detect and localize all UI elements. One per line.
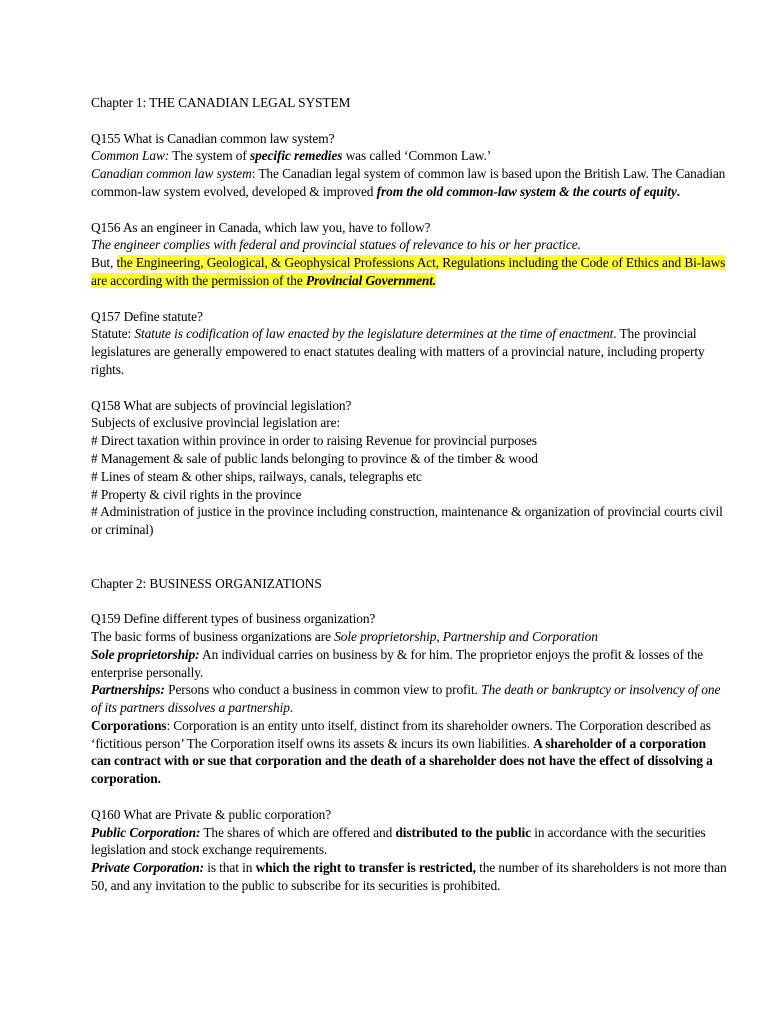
q155-question: Q155 What is Canadian common law system? (91, 130, 335, 146)
q155-text-c: was called ‘Common Law.’ (342, 148, 492, 164)
q155-from-old: from the old common-law system & the courts of equity (376, 183, 677, 199)
q159-corporations (91, 717, 728, 788)
q160-pub-c: in accordance with the securities legislation and stock exchange requirements. (91, 824, 706, 858)
q155-text-2a: : The Canadian legal system of common law is based upon the British Law. The Canadian common-law system evolved, developed & improved (91, 166, 726, 199)
q157-section (91, 308, 728, 379)
q155-specific-remedies: specific remedies (249, 148, 343, 164)
q156-highlight-text: the Engineering, Geological, & Geophysical Professions Act, Regulations including the Code of Ethics and Bi-laws are according with the permission of the (91, 255, 726, 288)
q155-period: . (676, 183, 680, 199)
q156-italic-line: The engineer complies with federal and provincial statues of relevance to his or her practice. (91, 237, 581, 253)
q155-term: Common Law: (91, 148, 170, 164)
q159-section (91, 610, 728, 788)
chapter-2-title: Chapter 2: BUSINESS ORGANIZATIONS (91, 575, 322, 591)
q159-part-end: . (289, 700, 294, 716)
q159-part-italic: The death or bankruptcy or insolvency of one of its partners dissolves a partnership (91, 682, 721, 716)
q156-section (91, 219, 728, 290)
list-item: # Property & civil rights in the province (91, 486, 302, 502)
q159-part-term: Partnerships: (91, 682, 165, 698)
q155-canadian-system (91, 165, 728, 201)
q156-provincial-government: Provincial Government. (305, 272, 437, 288)
q160-private (91, 859, 728, 895)
q156-question: Q156 As an engineer in Canada, which law you, have to follow? (91, 219, 431, 235)
q159-corp-term: Corporations (91, 717, 167, 733)
q160-public (91, 824, 728, 860)
list-item: # Direct taxation within province in order to raising Revenue for provincial purposes (91, 433, 537, 449)
q156-but-line (91, 254, 728, 290)
q156-engineer-complies (91, 236, 728, 254)
spacer (91, 557, 728, 575)
q160-pub-term: Public Corporation: (91, 824, 201, 840)
chapter-1-title: Chapter 1: THE CANADIAN LEGAL SYSTEM (91, 95, 351, 110)
q159-intro-a: The basic forms of business organizations are (91, 628, 335, 644)
q159-corp-text: : Corporation is an entity unto itself, distinct from its shareholder owners. The Corporation described as ‘fictitious person’ The Corporation itself owns its assets & incurs its own liabilities. (91, 717, 711, 751)
q160-pub-a: The shares of which are offered and (200, 824, 396, 840)
spacer (91, 539, 728, 557)
q159-question: Q159 Define different types of business organization? (91, 611, 376, 627)
q158-section (91, 397, 728, 539)
q160-priv-term: Private Corporation: (91, 860, 204, 876)
q160-priv-b: which the right to transfer is restricted, (255, 860, 476, 876)
q159-corp-bold: A shareholder of a corporation can contract with or sue that corporation and the death of a shareholder does not have the effect of dissolving a corporation. (91, 735, 713, 787)
list-item: # Management & sale of public lands belonging to province & of the timber & wood (91, 450, 538, 466)
q159-sole-text: An individual carries on business by & for him. The proprietor enjoys the profit & losses of the enterprise personally. (91, 646, 704, 680)
q157-answer (91, 325, 728, 378)
q157-question: Q157 Define statute? (91, 308, 203, 324)
q157-term: Statute: (91, 326, 135, 342)
q160-section (91, 806, 728, 895)
q158-question: Q158 What are subjects of provincial legislation? (91, 397, 352, 413)
q155-common-law (91, 147, 728, 165)
q156-highlight (91, 255, 725, 288)
q159-sole (91, 646, 728, 682)
q160-priv-a: is that in (203, 860, 256, 876)
list-item: # Lines of steam & other ships, railways, canals, telegraphs etc (91, 468, 422, 484)
q155-section (91, 130, 728, 201)
q159-intro (91, 628, 728, 646)
q155-text-a: The system of (169, 148, 250, 164)
q158-intro: Subjects of exclusive provincial legislation are: (91, 415, 341, 431)
q159-sole-term: Sole proprietorship: (91, 646, 200, 662)
q160-question: Q160 What are Private & public corporation? (91, 806, 332, 822)
q157-italic: Statute is codification of law enacted by the legislature determines at the time of enactment (134, 326, 614, 342)
q156-but: But, (91, 255, 117, 271)
q159-partnerships (91, 681, 728, 717)
q160-priv-c: the number of its shareholders is not more than 50, and any invitation to the public to subscribe for its securities is prohibited. (91, 860, 727, 894)
q159-intro-b: Sole proprietorship, Partnership and Corporation (334, 628, 598, 644)
q157-rest: . The provincial legislatures are generally empowered to enact statutes dealing with matters of a provincial nature, including property rights. (91, 326, 705, 377)
q155-term-2: Canadian common law system (91, 166, 252, 182)
q159-part-text: Persons who conduct a business in common view to profit. (164, 682, 482, 698)
list-item: # Administration of justice in the province including construction, maintenance & organization of provincial courts civil or criminal) (91, 504, 723, 538)
q160-pub-b: distributed to the public (395, 824, 531, 840)
